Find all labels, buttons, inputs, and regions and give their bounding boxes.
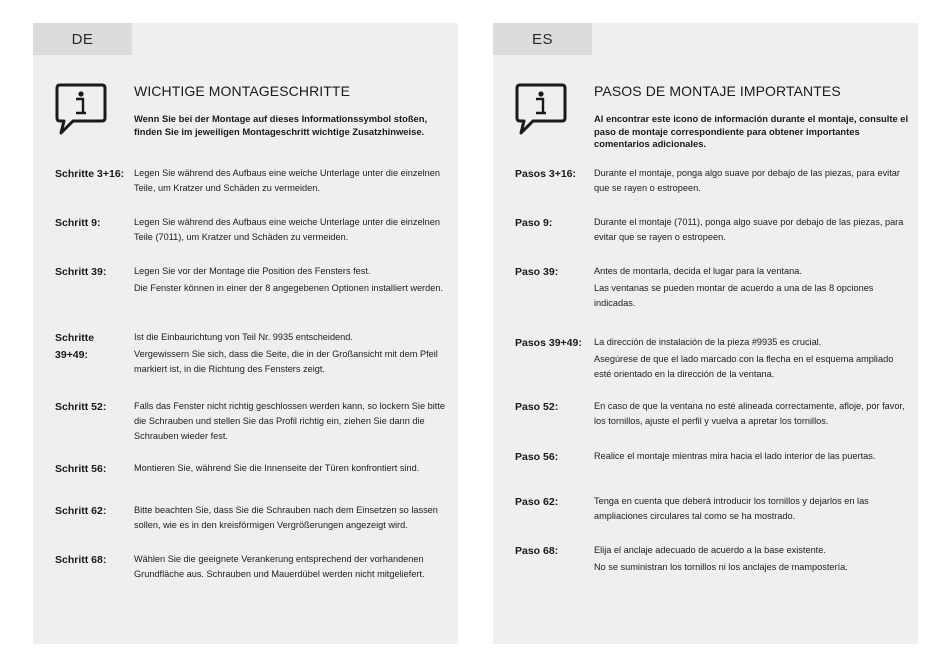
step-label: Paso 62: bbox=[515, 496, 559, 508]
step-label: Schritte 3+16: bbox=[55, 168, 125, 180]
step-label: Schritt 39: bbox=[55, 266, 107, 278]
step-text: En caso de que la ventana no esté alineada correctamente, afloje, por favor, los tornillos, ajuste el perfil y vuelva a apretar los tornillos. bbox=[594, 401, 905, 426]
step-label: Paso 39: bbox=[515, 266, 559, 278]
step-text: Tenga en cuenta que deberá introducir los tornillos y dejarlos en las ampliaciones circulares tal como se ha mostrado. bbox=[594, 496, 869, 521]
step-label: Schritt 9: bbox=[55, 217, 101, 229]
step-text: Elija el anclaje adecuado de acuerdo a la base existente. No se suministran los tornillos ni los anclajes de mampostería. bbox=[594, 545, 848, 572]
step-text: Bitte beachten Sie, dass Sie die Schrauben nach dem Einsetzen so lassen sollen, wie es in den kreisförmigen Vergrößerungen angezeigt wird. bbox=[134, 505, 438, 530]
step-text: Legen Sie vor der Montage die Position des Fensters fest. Die Fenster können in einer der 8 angegebenen Optionen installiert werden. bbox=[134, 266, 444, 293]
step-text: Wählen Sie die geeignete Verankerung entsprechend der vorhandenen Grundfläche aus. Schrauben und Mauerdübel werden nicht mitgeliefert. bbox=[134, 554, 425, 579]
step-text: La dirección de instalación de la pieza #9935 es crucial. Asegúrese de que el lado marcado con la flecha en el esquema ampliado esté orientado en la dirección de la ventana. bbox=[594, 337, 894, 379]
step-label: Paso 68: bbox=[515, 545, 559, 557]
step-label: Pasos 39+49: bbox=[515, 337, 582, 349]
step-text: Realice el montaje mientras mira hacia el lado interior de las puertas. bbox=[594, 451, 876, 461]
step-label: Paso 56: bbox=[515, 451, 559, 463]
step-text: Durante el montaje (7011), ponga algo suave por debajo de las piezas, para evitar que se rayen o estropeen. bbox=[594, 217, 904, 242]
step-text: Legen Sie während des Aufbaus eine weiche Unterlage unter die einzelnen Teile, um Kratzer und Schäden zu vermeiden. bbox=[134, 168, 440, 193]
step-label: Schritte 39+49: bbox=[55, 332, 95, 361]
step-text: Falls das Fenster nicht richtig geschlossen werden kann, so lockern Sie bitte die Schrauben und stellen Sie das Profil richtig ein, ziehen Sie dann die Schrauben wieder fest. bbox=[134, 401, 445, 441]
step-text: Montieren Sie, während Sie die Innenseite der Türen konfrontiert sind. bbox=[134, 463, 420, 473]
step-label: Schritt 52: bbox=[55, 401, 107, 413]
step-label: Schritt 68: bbox=[55, 554, 107, 566]
section-title: WICHTIGE MONTAGESCHRITTE bbox=[134, 83, 351, 99]
step-label: Paso 9: bbox=[515, 217, 553, 229]
language-tab-es: ES bbox=[493, 23, 592, 55]
step-label: Paso 52: bbox=[515, 401, 559, 413]
step-label: Schritt 56: bbox=[55, 463, 107, 475]
intro-text: Wenn Sie bei der Montage auf dieses Informationssymbol stoßen, finden Sie im jeweiligen Montageschritt wichtige Zusatzhinweise. bbox=[134, 113, 428, 137]
intro-text: Al encontrar este icono de información durante el montaje, consulte el paso de montaje correspondiente para obtener importantes comentarios adicionales. bbox=[594, 113, 909, 149]
step-label: Pasos 3+16: bbox=[515, 168, 577, 180]
panel-es bbox=[493, 23, 918, 644]
step-label: Schritt 62: bbox=[55, 505, 107, 517]
language-tab-de: DE bbox=[33, 23, 132, 55]
step-text: Durante el montaje, ponga algo suave por debajo de las piezas, para evitar que se rayen o estropeen. bbox=[594, 168, 900, 193]
step-text: Ist die Einbaurichtung von Teil Nr. 9935 entscheidend. Vergewissern Sie sich, dass die Seite, die in der Großansicht mit dem Pfeil markiert ist, in die Richtung des Fensters zeigt. bbox=[134, 332, 438, 374]
step-text: Antes de montarla, decida el lugar para la ventana. Las ventanas se pueden montar de acuerdo a una de las 8 opciones indicadas. bbox=[594, 266, 874, 308]
info-icon bbox=[514, 81, 568, 137]
panel-de bbox=[33, 23, 458, 644]
info-icon bbox=[54, 81, 108, 137]
step-text: Legen Sie während des Aufbaus eine weiche Unterlage unter die einzelnen Teile (7011), um Kratzer und Schäden zu vermeiden. bbox=[134, 217, 440, 242]
section-title: PASOS DE MONTAJE IMPORTANTES bbox=[594, 83, 841, 99]
